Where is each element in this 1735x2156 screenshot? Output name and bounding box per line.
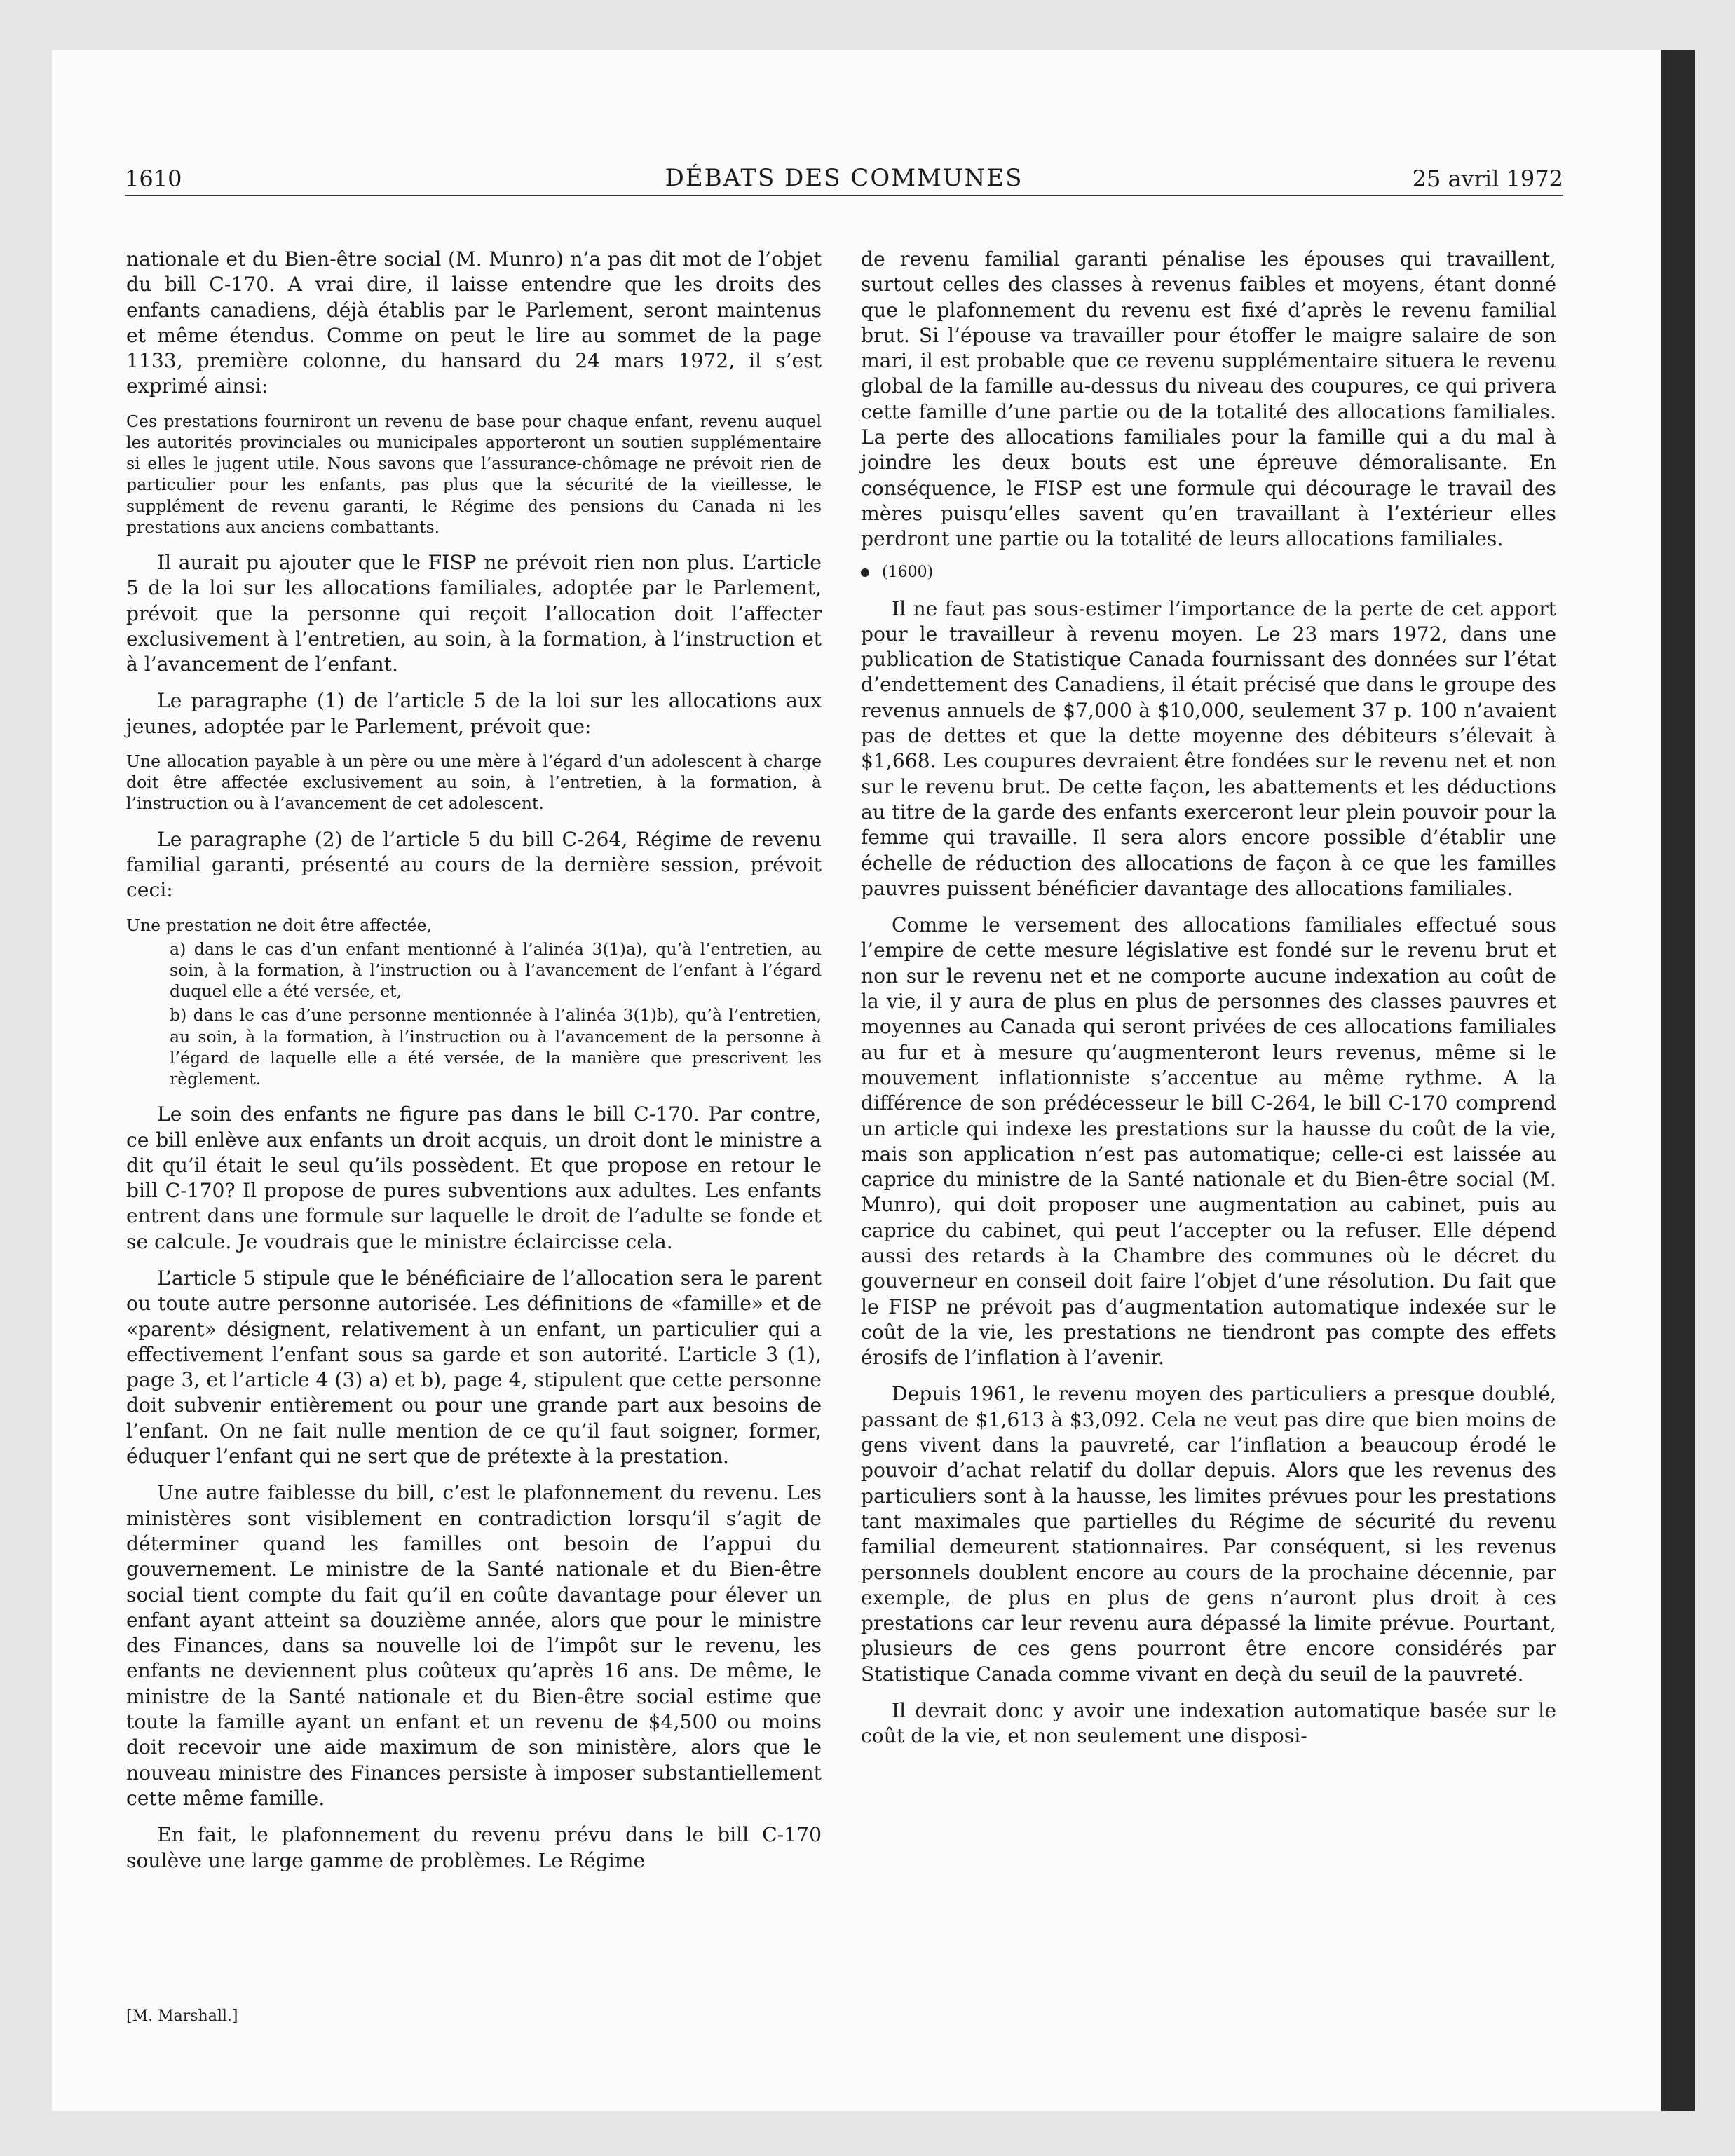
block-quote: Ces prestations fourniront un revenu de base pour chaque enfant, revenu auquel les autorités provinciales ou municipales apporteront un soutien supplémentaire si elles le jugent utile. Nous savons que l’assurance-chômage ne prévoit rien de particulier pour les enfants, pas plus que la sécurité de la vieillesse, le supplément de revenu garanti, le Régime des pensions du Canada ni les prestations aux anciens combattants. <box>126 411 822 537</box>
paragraph: En fait, le plafonnement du revenu prévu dans le bill C-170 soulève une large gamme de problèmes. Le Régime <box>126 1823 822 1872</box>
paragraph: Il ne faut pas sous-estimer l’importance de la perte de cet apport pour le travailleur à revenu moyen. Le 23 mars 1972, dans une publication de Statistique Canada fournissant des données sur l’état d’endettement des Canadiens, il était précisé que dans le groupe des revenus annuels de $7,000 à $10,000, seulement 37 p. 100 n’avaient pas de dettes et que la dette moyenne des débiteurs s’élevait à $1,668. Les coupures devraient être fondées sur le revenu net et non sur le revenu brut. De cette façon, les abattements et les déductions au titre de la garde des enfants exerceront leur plein pouvoir pour la femme qui travaille. Il sera alors encore possible d’établir une échelle de réduction des allocations de façon à ce que les familles pauvres puissent bénéficier davantage des allocations familiales. <box>861 596 1556 900</box>
publication-title: DÉBATS DES COMMUNES <box>665 164 1023 192</box>
block-quote: Une allocation payable à un père ou une mère à l’égard d’un adolescent à charge doit être affectée exclusivement au soin, à l’entretien, à la formation, à l’instruction ou à l’avancement de cet adolescent. <box>126 751 822 814</box>
paragraph: Le paragraphe (2) de l’article 5 du bill C-264, Régime de revenu familial garanti, présenté au cours de la dernière session, prévoit ceci: <box>126 827 822 902</box>
running-header <box>125 156 1563 196</box>
block-quote-item: a) dans le cas d’un enfant mentionné à l’alinéa 3(1)a), qu’à l’entretien, au soin, à la formation, à l’instruction ou à l’avancement de l’enfant à l’égard duquel elle a été versée, et, <box>170 939 822 1002</box>
block-quote-lead: Une prestation ne doit être affectée, <box>126 915 433 935</box>
right-column <box>861 247 1556 1761</box>
block-quote-item: b) dans le cas d’une personne mentionnée à l’alinéa 3(1)b), qu’à l’entretien, au soin, à la formation, à l’instruction ou à l’avancement de la personne à l’égard de laquelle elle a été versée, de la manière que prescrivent les règlement. <box>170 1005 822 1089</box>
binding-edge <box>1661 50 1695 2111</box>
paragraph: Depuis 1961, le revenu moyen des particuliers a presque doublé, passant de $1,613 à $3,092. Cela ne veut pas dire que bien moins de gens vivent dans la pauvreté, car l’inflation a beaucoup érodé le pouvoir d’achat relatif du dollar depuis. Alors que les revenus des particuliers sont à la hausse, les limites prévues pour les prestations tant maximales que partielles du Régime de sécurité du revenu familial demeurent stationnaires. Par conséquent, si les revenus personnels doublent encore au cours de la prochaine décennie, par exemple, de plus en plus de gens n’auront plus droit à ces prestations car leur revenu aura dépassé la limite prévue. Pourtant, plusieurs de ces gens pourront être encore considérés par Statistique Canada comme vivant en deçà du seuil de la pauvreté. <box>861 1382 1556 1686</box>
header-date: 25 avril 1972 <box>1412 165 1563 192</box>
paragraph: Le paragraphe (1) de l’article 5 de la loi sur les allocations aux jeunes, adoptée par le Parlement, prévoit que: <box>126 689 822 738</box>
page-number: 1610 <box>125 165 182 192</box>
paragraph: nationale et du Bien-être social (M. Munro) n’a pas dit mot de l’objet du bill C-170. A vrai dire, il laisse entendre que les droits des enfants canadiens, déjà établis par le Parlement, seront maintenus et même étendus. Comme on peut le lire au sommet de la page 1133, première colonne, du hansard du 24 mars 1972, il s’est exprimé ainsi: <box>126 247 822 398</box>
bullet-icon <box>861 568 869 577</box>
paragraph: Il aurait pu ajouter que le FISP ne prévoit rien non plus. L’article 5 de la loi sur les allocations familiales, adoptée par le Parlement, prévoit que la personne qui reçoit l’allocation doit l’affecter exclusivement à l’entretien, au soin, à la formation, à l’instruction et à l’avancement de l’enfant. <box>126 551 822 676</box>
time-marker-label: (1600) <box>882 563 934 581</box>
speaker-attribution: [M. Marshall.] <box>126 2007 238 2025</box>
time-marker <box>861 564 1556 581</box>
paragraph: de revenu familial garanti pénalise les épouses qui travaillent, surtout celles des classes à revenus faibles et moyens, étant donné que le plafonnement du revenu est fixé d’après le revenu familial brut. Si l’épouse va travailler pour étoffer le maigre salaire de son mari, il est probable que ce revenu supplémentaire situera le revenu global de la famille au-dessus du niveau des coupures, ce qui privera cette famille d’une partie ou de la totalité des allocations familiales. La perte des allocations familiales pour la famille qui a du mal à joindre les deux bouts est une épreuve démoralisante. En conséquence, le FISP est une formule qui décourage le travail des mères puisqu’elles savent qu’en travaillant à l’extérieur elles perdront une partie ou la totalité de leurs allocations familiales. <box>861 247 1556 551</box>
paragraph: Comme le versement des allocations familiales effectué sous l’empire de cette mesure législative est fondé sur le revenu brut et non sur le revenu net et ne comporte aucune indexation au coût de la vie, il y aura de plus en plus de personnes des classes pauvres et moyennes au Canada qui seront privées de ces allocations familiales au fur et à mesure qu’augmenteront leurs revenus, même si le mouvement inflationniste s’accentue au même rythme. A la différence de son prédécesseur le bill C-264, le bill C-170 comprend un article qui indexe les prestations sur la hausse du coût de la vie, mais son application n’est pas automatique; celle-ci est laissée au caprice du ministre de la Santé nationale et du Bien-être social (M. Munro), qui doit proposer une augmentation au cabinet, puis au caprice du cabinet, qui peut l’accepter ou la refuser. Elle dépend aussi des retards à la Chambre des communes où le décret du gouverneur en conseil doit faire l’objet d’une résolution. Du fait que le FISP ne prévoit pas d’augmentation automatique indexée sur le coût de la vie, les prestations ne tiendront pas compte des effets érosifs de l’inflation à l’avenir. <box>861 913 1556 1370</box>
paragraph: Il devrait donc y avoir une indexation automatique basée sur le coût de la vie, et non seulement une disposi- <box>861 1699 1556 1748</box>
paragraph: Le soin des enfants ne figure pas dans le bill C-170. Par contre, ce bill enlève aux enfants un droit acquis, un droit dont le ministre a dit qu’il était le seul qu’ils possèdent. Et que propose en retour le bill C-170? Il propose de pures subventions aux adultes. Les enfants entrent dans une formule sur laquelle le droit de l’adulte se fonde et se calcule. Je voudrais que le ministre éclaircisse cela. <box>126 1103 822 1253</box>
left-column <box>126 247 822 1885</box>
paragraph: L’article 5 stipule que le bénéficiaire de l’allocation sera le parent ou toute autre personne autorisée. Les définitions de «famille» et de «parent» désignent, relativement à un enfant, un particulier qui a effectivement l’enfant sous sa garde et son autorité. L’article 3 (1), page 3, et l’article 4 (3) a) et b), page 4, stipulent que cette personne doit subvenir entièrement ou pour une grande part aux besoins de l’enfant. On ne fait nulle mention de ce qu’il faut soigner, former, éduquer l’enfant qui ne sert que de prétexte à la prestation. <box>126 1266 822 1468</box>
paragraph: Une autre faiblesse du bill, c’est le plafonnement du revenu. Les ministères sont visiblement en contradiction lorsqu’il s’agit de déterminer quand les familles ont besoin de l’appui du gouvernement. Le ministre de la Santé nationale et du Bien-être social tient compte du fait qu’il en coûte davantage pour élever un enfant ayant atteint sa douzième année, alors que pour le ministre des Finances, dans sa nouvelle loi de l’impôt sur le revenu, les enfants ne deviennent plus coûteux qu’après 16 ans. De même, le ministre de la Santé nationale et du Bien-être social estime que toute la famille ayant un enfant et un revenu de $4,500 ou moins doit recevoir une aide maximum de son ministère, alors que le nouveau ministre des Finances persiste à imposer substantiellement cette même famille. <box>126 1481 822 1810</box>
